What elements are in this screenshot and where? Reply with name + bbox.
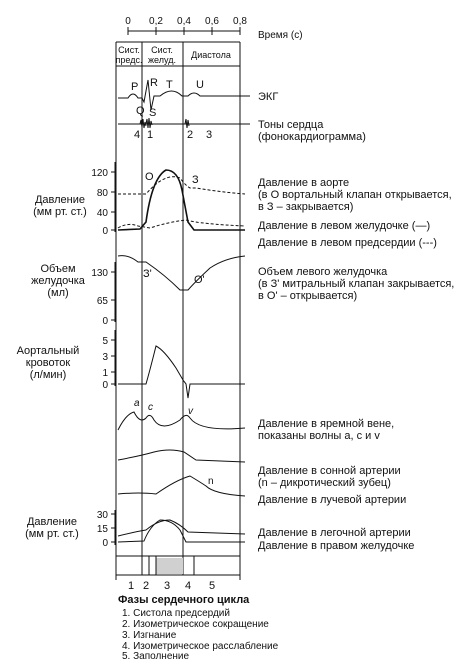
phase-item-5: 5. Заполнение [122, 651, 190, 660]
vol-label-2: (в З' митральный клапан закрывается, [258, 278, 455, 290]
flow-axis-title-1: Аортальный [16, 345, 80, 357]
lp-tick-0: 0 [102, 226, 108, 237]
flow-axis-title-3: (л/мин) [29, 369, 67, 381]
aorta-label-1: Давление в аорте [258, 177, 350, 189]
header-systole-vent-1: Сист. [151, 45, 173, 55]
phase-item-2: 2. Изометрическое сокращение [122, 619, 269, 630]
time-axis [125, 16, 302, 41]
aorta-label-2: (в О вортальный клапан открывается, [258, 189, 452, 201]
marker-z: З [192, 174, 199, 186]
lp-axis-title-1: Давление [34, 194, 86, 206]
wave-c: c [148, 402, 153, 413]
header-systole-atria-1: Сист. [118, 45, 140, 55]
header-systole-vent-2: желуд. [148, 55, 176, 65]
la-pressure-line [118, 220, 245, 228]
lv-volume-panel [31, 256, 454, 327]
aorta-label-3: в З – закрывается) [258, 201, 354, 213]
wave-v: v [188, 406, 193, 417]
phases-title: Фазы сердечного цикла [118, 594, 250, 606]
rv-line [118, 520, 245, 542]
rp-tick-15: 15 [96, 524, 108, 535]
marker-o: O [145, 171, 154, 183]
carotid-label-1: Давление в сонной артерии [258, 465, 401, 477]
venous-arterial-panel [118, 398, 406, 506]
radial-label: Давление в лучевой артерии [258, 494, 407, 506]
ecg-wave-p: P [131, 81, 139, 93]
aortic-flow-line [118, 346, 245, 398]
flow-tick-3: 3 [102, 352, 108, 363]
heart-sounds-label-2: (фонокардиограмма) [258, 131, 366, 143]
phase-num-1: 1 [127, 580, 135, 592]
vol-label-1: Объем левого желудочка [258, 266, 388, 278]
marker-o-prime: О' [194, 274, 205, 286]
lp-tick-80: 80 [96, 188, 108, 199]
phase-num-2: 2 [142, 580, 150, 592]
phase-num-5: 5 [208, 580, 216, 592]
vol-tick-130: 130 [91, 268, 108, 279]
pulmonary-label: Давление в легочной артерии [258, 527, 411, 539]
wave-a: a [134, 398, 140, 409]
jugular-label-1: Давление в яремной вене, [258, 418, 395, 430]
phase-header [116, 45, 231, 65]
lp-tick-120: 120 [91, 168, 108, 179]
time-tick-0: 0 [125, 16, 131, 27]
phase-item-1: 1. Систола предсердий [122, 608, 230, 619]
sound-2: 2 [187, 129, 194, 141]
ecg-wave-u: U [196, 79, 204, 91]
vol-axis-title-1: Объем [40, 263, 76, 275]
left-pressure-panel [33, 162, 452, 249]
aortic-flow-panel [17, 330, 245, 398]
ecg-wave-t: T [166, 79, 173, 91]
phase-num-4: 4 [184, 580, 192, 592]
lv-volume-line [118, 256, 245, 290]
jugular-label-2: показаны волны а, с и v [258, 430, 380, 442]
header-diastole: Диастола [191, 50, 231, 60]
flow-tick-0: 0 [102, 380, 108, 391]
carotid-line [118, 450, 245, 462]
phonocardiogram [118, 118, 366, 143]
ejection-shading [156, 558, 183, 574]
phase-legend [118, 580, 279, 660]
phase-item-3: 3. Изгнание [122, 630, 177, 641]
rv-label: Давление в правом желудочке [258, 540, 415, 552]
vol-tick-65: 65 [96, 296, 108, 307]
flow-tick-1: 1 [102, 368, 108, 379]
time-axis-title: Время (с) [258, 30, 303, 41]
phase-item-4: 4. Изометрическое расслабление [122, 641, 279, 652]
ecg-wave-r: R [150, 77, 158, 89]
vol-tick-0: 0 [102, 316, 108, 327]
lv-pressure-label: Давление в левом желудочке (—) [258, 220, 431, 232]
header-systole-atria-2: предс. [115, 55, 143, 65]
sound-1: 1 [147, 129, 154, 141]
time-tick-0-2: 0,2 [149, 16, 163, 27]
vol-axis-title-2: желудочка [31, 275, 85, 287]
ecg-label: ЭКГ [258, 91, 279, 103]
ecg-wave-q: Q [136, 105, 145, 117]
frame [116, 42, 240, 580]
marker-z-prime: З' [143, 268, 152, 280]
dicrotic-notch: n [208, 476, 214, 487]
rp-tick-30: 30 [96, 510, 108, 521]
time-tick-0-4: 0,4 [177, 16, 191, 27]
right-pressure-panel [25, 510, 414, 552]
ecg-wave-s: S [149, 107, 157, 119]
rp-axis-title-1: Давление [26, 516, 78, 528]
vol-label-3: в О' – открывается) [258, 290, 358, 302]
lp-tick-40: 40 [96, 208, 108, 219]
carotid-label-2: (n – дикротический зубец) [258, 477, 391, 489]
vol-axis-title-3: (мл) [47, 287, 69, 299]
time-tick-0-6: 0,6 [205, 16, 219, 27]
rp-tick-0: 0 [102, 538, 108, 549]
flow-tick-5: 5 [102, 336, 108, 347]
flow-axis-title-2: кровоток [25, 357, 71, 369]
lp-axis-title-2: (мм рт. ст.) [33, 206, 87, 218]
radial-line [118, 476, 245, 496]
sound-4: 4 [134, 129, 141, 141]
rp-axis-title-2: (мм рт. ст.) [25, 528, 79, 540]
sound-3: 3 [206, 129, 213, 141]
phase-num-3: 3 [163, 580, 171, 592]
heart-sounds-label-1: Тоны сердца [258, 119, 324, 131]
time-tick-0-8: 0,8 [233, 16, 247, 27]
jugular-line [118, 412, 245, 430]
la-pressure-label: Давление в левом предсердии (---) [258, 237, 437, 249]
